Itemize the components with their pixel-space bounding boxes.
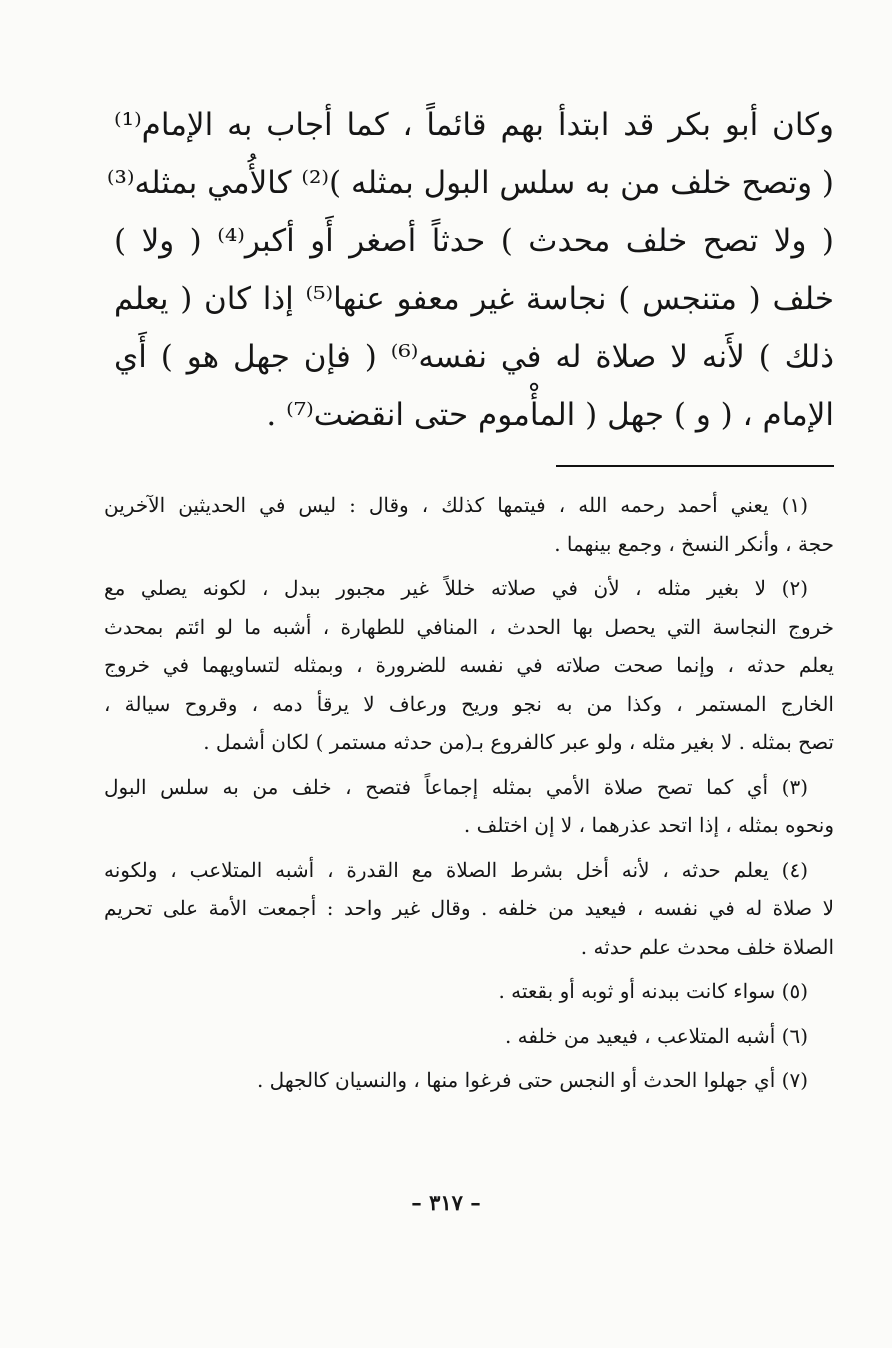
footnote-line: (٤) يعلم حدثه ، لأنه أخل بشرط الصلاة مع القدرة ، أشبه المتلاعب ، ولكونه — [104, 857, 808, 882]
footnote-line: الصلاة خلف محدث علم حدثه . — [580, 934, 834, 959]
footnote-5 — [104, 972, 834, 1011]
footnote-line: لا صلاة له في نفسه ، فيعيد من خلفه . وقال غير واحد : أجمعت الأمة على تحريم — [104, 896, 834, 920]
footnote-line: (١) يعني أحمد رحمه الله ، فيتمها كذلك ، وقال : ليس في الحديثين الآخرين — [104, 493, 808, 517]
main-text-line: ( وتصح خلف من به سلس البول بمثله )⁽²⁾ كالأُمي بمثله⁽³⁾ — [106, 165, 834, 201]
footnote-line: حجة ، وأنكر النسخ ، وجمع بينهما . — [554, 531, 834, 556]
main-text-line: خلف ( متنجس ) نجاسة غير معفو عنها⁽⁵⁾ إذا كان ( يعلم — [114, 281, 834, 317]
main-text-block — [106, 96, 834, 444]
footnote-7 — [104, 1061, 834, 1100]
footnote-line: ونحوه بمثله ، إذا اتحد عذرهما ، لا إن اختلف . — [463, 813, 834, 837]
footnote-separator — [556, 465, 834, 467]
footnote-1 — [104, 486, 834, 563]
footnote-2 — [104, 569, 834, 762]
footnote-4 — [104, 851, 834, 967]
main-text-line: الإمام ، ( و ) جهل ( المأْموم حتى انقضت⁽⁷⁾ . — [266, 397, 834, 433]
footnote-line: الخارج المستمر ، وكذا من به نجو وريح ورعاف لا يرقأ دمه ، وقروح سيالة ، — [104, 691, 834, 716]
footnote-line: تصح بمثله . لا بغير مثله ، ولو عبر كالفروع بـ(من حدثه مستمر ) لكان أشمل . — [203, 730, 834, 754]
page-number: – ٣١٧ – — [411, 1190, 481, 1215]
main-text-line: وكان أبو بكر قد ابتدأ بهم قائماً ، كما أجاب به الإمام⁽¹⁾ — [114, 107, 834, 143]
main-text-line: ( ولا تصح خلف محدث ) حدثاً أصغر أَو أكبر⁽⁴⁾ ( ولا ) — [114, 223, 834, 259]
footnote-3 — [104, 768, 834, 845]
footnote-line: (٣) أي كما تصح صلاة الأمي بمثله إجماعاً فتصح ، خلف من به سلس البول — [104, 774, 808, 799]
footnotes-section — [104, 486, 834, 1106]
footnote-line: (٢) لا بغير مثله ، لأن في صلاته خللاً غير مجبور ببدل ، لكونه يصلي مع — [104, 576, 808, 600]
footnote-line: (٧) أي جهلوا الحدث أو النجس حتى فرغوا منها ، والنسيان كالجهل . — [256, 1068, 808, 1092]
footnote-6 — [104, 1017, 834, 1056]
footnote-line: (٥) سواء كانت ببدنه أو ثوبه أو بقعته . — [498, 979, 808, 1003]
main-text-line: ذلك ) لأَنه لا صلاة له في نفسه⁽⁶⁾ ( فإن جهل هو ) أَي — [114, 339, 834, 375]
footnote-line: (٦) أشبه المتلاعب ، فيعيد من خلفه . — [504, 1023, 808, 1048]
footnote-line: خروج النجاسة التي يحصل بها الحدث ، المنافي للطهارة ، أشبه ما لو ائتم بمحدث — [104, 614, 834, 639]
footnote-line: يعلم حدثه ، وإنما صحت صلاته في نفسه للضرورة ، وبمثله لتساويهما في خروج — [104, 653, 834, 677]
